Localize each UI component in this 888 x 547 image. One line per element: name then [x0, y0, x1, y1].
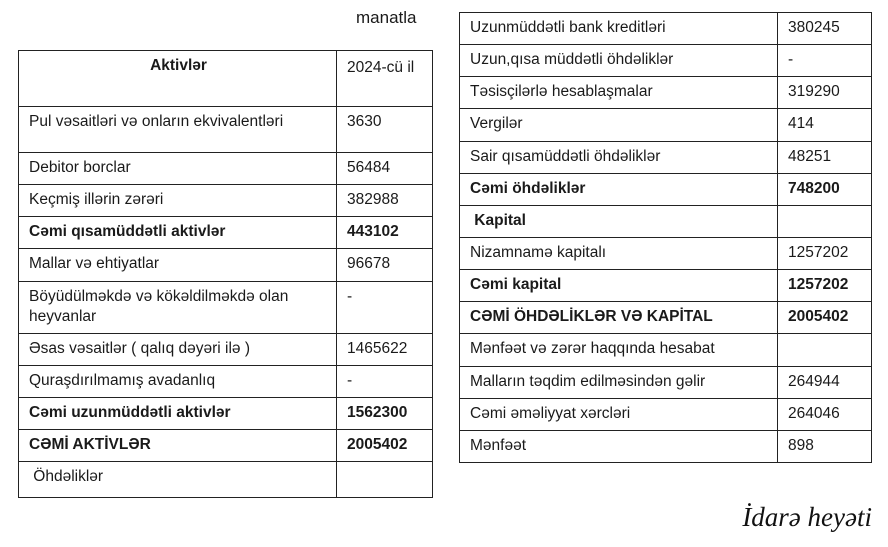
- table-row: [460, 45, 872, 77]
- table-row-grand-total: [460, 302, 872, 334]
- row-label: CƏMİ ÖHDƏLİKLƏR VƏ KAPİTAL: [460, 302, 778, 334]
- row-label: Cəmi kapital: [460, 270, 778, 302]
- row-value: 1257202: [778, 270, 872, 302]
- assets-header-label: Aktivlər: [19, 51, 337, 107]
- row-label: Quraşdırılmamış avadanlıq: [19, 365, 337, 397]
- row-value: [337, 462, 433, 498]
- table-row: [460, 430, 872, 462]
- row-label: Nizamnamə kapitalı: [460, 237, 778, 269]
- row-label: Öhdəliklər: [19, 462, 337, 498]
- row-label: Vergilər: [460, 109, 778, 141]
- table-row: [19, 185, 433, 217]
- table-row: [460, 77, 872, 109]
- row-value: 2005402: [778, 302, 872, 334]
- assets-header-year: 2024-cü il: [337, 51, 433, 107]
- table-row: [460, 141, 872, 173]
- table-row-total: [19, 217, 433, 249]
- table-row-section: [19, 462, 433, 498]
- table-row: [19, 365, 433, 397]
- row-label: Uzunmüddətli bank kreditləri: [460, 13, 778, 45]
- row-value: [778, 205, 872, 237]
- row-value: 382988: [337, 185, 433, 217]
- assets-table: [18, 50, 433, 498]
- row-label: CƏMİ AKTİVLƏR: [19, 430, 337, 462]
- currency-unit-label: manatla: [356, 8, 417, 27]
- row-value: 443102: [337, 217, 433, 249]
- row-value: [778, 334, 872, 366]
- table-row: [460, 398, 872, 430]
- table-row: [460, 237, 872, 269]
- table-row: [19, 249, 433, 281]
- row-value: 96678: [337, 249, 433, 281]
- row-label: Böyüdülməkdə və kökəldilməkdə olan heyvanlar: [19, 281, 337, 333]
- table-row: [460, 109, 872, 141]
- row-value: 319290: [778, 77, 872, 109]
- table-row: [19, 107, 433, 153]
- row-label: Cəmi uzunmüddətli aktivlər: [19, 398, 337, 430]
- table-row-total: [460, 270, 872, 302]
- row-label: Kapital: [460, 205, 778, 237]
- table-row-grand-total: [19, 430, 433, 462]
- row-value: 264046: [778, 398, 872, 430]
- row-label: Uzun,qısa müddətli öhdəliklər: [460, 45, 778, 77]
- row-label: Pul vəsaitləri və onların ekvivalentləri: [19, 107, 337, 153]
- row-value: 898: [778, 430, 872, 462]
- row-label: Keçmiş illərin zərəri: [19, 185, 337, 217]
- row-value: 748200: [778, 173, 872, 205]
- row-label: Cəmi qısamüddətli aktivlər: [19, 217, 337, 249]
- table-row: [19, 281, 433, 333]
- row-label: Cəmi əməliyyat xərcləri: [460, 398, 778, 430]
- table-row: [19, 153, 433, 185]
- table-row-total: [460, 173, 872, 205]
- row-value: 2005402: [337, 430, 433, 462]
- row-value: 1257202: [778, 237, 872, 269]
- row-value: 48251: [778, 141, 872, 173]
- row-label: Əsas vəsaitlər ( qalıq dəyəri ilə ): [19, 333, 337, 365]
- row-value: 1562300: [337, 398, 433, 430]
- row-value: 414: [778, 109, 872, 141]
- row-value: 3630: [337, 107, 433, 153]
- board-signature: İdarə heyəti: [742, 502, 872, 532]
- row-label: Mallar və ehtiyatlar: [19, 249, 337, 281]
- row-label: Təsisçilərlə hesablaşmalar: [460, 77, 778, 109]
- table-row-section: [460, 334, 872, 366]
- row-value: 264944: [778, 366, 872, 398]
- assets-header-row: [19, 51, 433, 107]
- row-label: Malların təqdim edilməsindən gəlir: [460, 366, 778, 398]
- row-label: Debitor borclar: [19, 153, 337, 185]
- row-value: -: [778, 45, 872, 77]
- row-label: Sair qısamüddətli öhdəliklər: [460, 141, 778, 173]
- row-value: 1465622: [337, 333, 433, 365]
- liabilities-table: [459, 12, 872, 463]
- row-value: 380245: [778, 13, 872, 45]
- row-label: Cəmi öhdəliklər: [460, 173, 778, 205]
- table-row: [460, 13, 872, 45]
- row-label: Mənfəət: [460, 430, 778, 462]
- row-value: -: [337, 365, 433, 397]
- table-row-section: [460, 205, 872, 237]
- row-value: -: [337, 281, 433, 333]
- row-label: Mənfəət və zərər haqqında hesabat: [460, 334, 778, 366]
- table-row-total: [19, 398, 433, 430]
- row-value: 56484: [337, 153, 433, 185]
- table-row: [19, 333, 433, 365]
- table-row: [460, 366, 872, 398]
